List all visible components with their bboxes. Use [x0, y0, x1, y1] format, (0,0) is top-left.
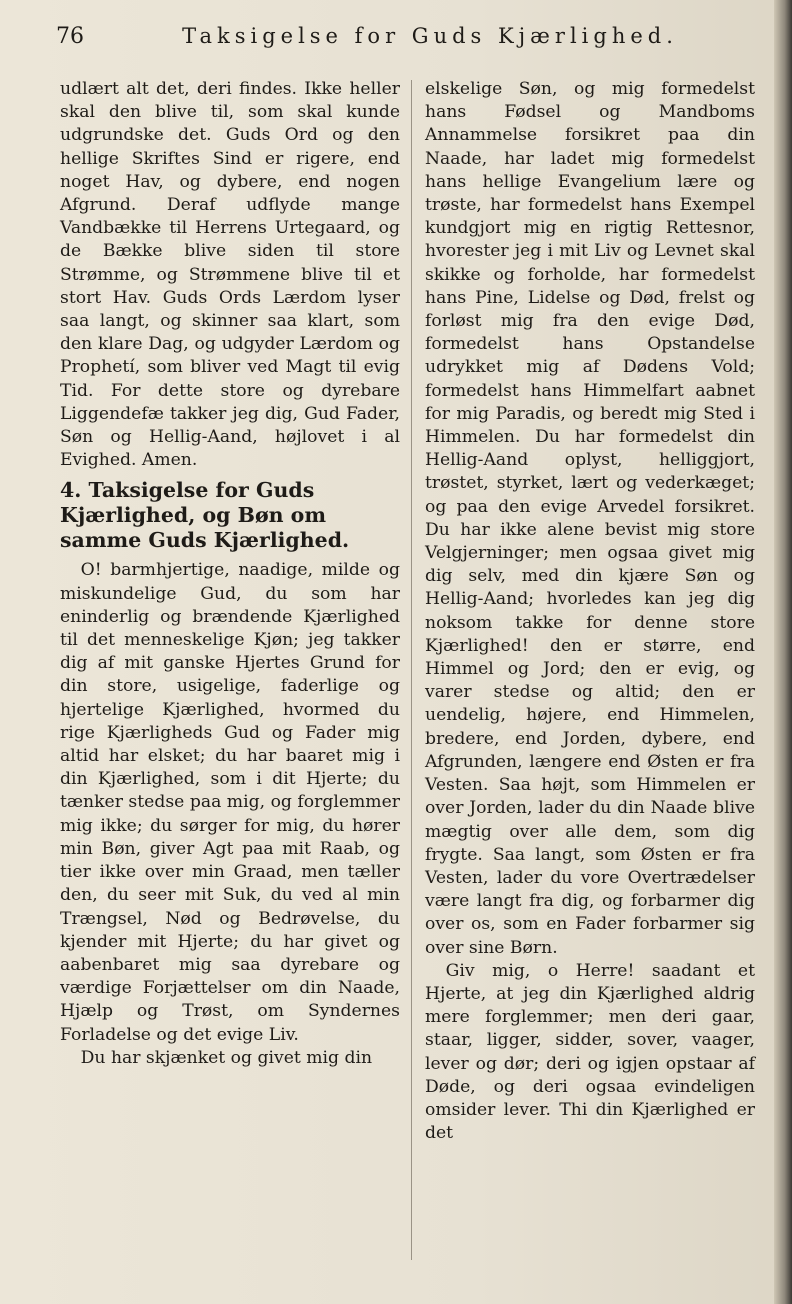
right-paragraph-2: Giv mig, o Herre! saadant et Hjerte, at jeg din Kjærlighed aldrig mere forglemmer; men deri gaar, staar, ligger, sidder, sover, vaager, lever og dør; deri og igjen opstaar af Døde, og deri ogsaa evindeligen omsider lever. Thi din Kjærlighed er det	[425, 960, 755, 1144]
left-paragraph-3: Du har skjænket og givet mig din	[80, 1047, 373, 1068]
page-number: 76	[56, 24, 84, 49]
book-binding-edge	[774, 0, 792, 1304]
left-column	[60, 78, 400, 1070]
page-header	[40, 18, 760, 56]
left-paragraph-1: udlært alt det, deri findes. Ikke heller skal den blive til, som skal kunde udgrundske det. Guds Ord og den hellige Skriftes Sind er rigere, end noget Hav, og dybere, end nogen Afgrund. Deraf udflyde mange Vandbække til Herrens Urtegaard, og de Bække blive siden til store Strømme, og Strømmene blive til et stort Hav. Guds Ords Lærdom lyser saa langt, og skinner saa klart, som den klare Dag, og udgyder Lærdom og Prophetí, som bliver ved Magt til evig Tid. For dette store og dyrebare Liggendefæ takker jeg dig, Gud Fader, Søn og Hellig-Aand, højlovet i al Evighed. Amen.	[60, 79, 400, 471]
right-column	[425, 78, 755, 1145]
right-paragraph-1: elskelige Søn, og mig formedelst hans Fødsel og Mandboms Annammelse forsikret paa din Naade, har ladet mig formedelst hans hellige Evangelium lære og trøste, har formedelst hans Exempel kundgjort mig en rigtig Rettesnor, hvorester jeg i mit Liv og Levnet skal skikke og forholde, har formedelst hans Pine, Lidelse og Død, frelst og forløst mig fra den evige Død, formedelst hans Opstandelse udrykket mig af Dødens Vold; formedelst hans Himmelfart aabnet for mig Paradis, og beredt mig Sted i Himmelen. Du har formedelst din Hellig-Aand oplyst, helliggjort, trøstet, styrket, lært og vederkæget; og paa den evige Arvedel forsikret. Du har ikke alene bevist mig store Velgjerninger; men ogsaa givet mig dig selv, med din kjære Søn og Hellig-Aand; hvorledes kan jeg dig noksom takke for denne store Kjærlighed! den er større, end Himmel og Jord; den er evig, og varer stedse og altid; den er uendelig, højere, end Himmelen, bredere, end Jorden, dybere, end Afgrunden, længere end Østen er fra Vesten. Saa højt, som Himmelen er over Jorden, lader du din Naade blive mægtig over alle dem, som dig frygte. Saa langt, som Østen er fra Vesten, lader du vore Overtrædelser være langt fra dig, og forbarmer dig over os, som en Fader forbarmer sig over sine Børn.	[425, 79, 755, 958]
running-title: Taksigelse for Guds Kjærlighed.	[182, 24, 678, 48]
column-divider	[411, 80, 412, 1260]
left-paragraph-2: O! barmhjertige, naadige, milde og miskundelige Gud, du som har eninderlig og brændende Kjærlighed til det menneskelige Kjøn; jeg takker dig af mit ganske Hjertes Grund for din store, usigelige, faderlige og hjertelige Kjærlighed, hvormed du rige Kjærligheds Gud og Fader mig altid har elsket; du har baaret mig i din Kjærlighed, som i dit Hjerte; du tænker stedse paa mig, og forglemmer mig ikke; du sørger for mig, du hører min Bøn, giver Agt paa mit Raab, og tier ikke over min Graad, men tæller den, du seer mit Suk, du ved al min Trængsel, Nød og Bedrøvelse, du kjender mit Hjerte; du har givet og aabenbaret mig saa dyrebare og værdige Forjættelser om din Naade, Hjælp og Trøst, om Syndernes Forladelse og det evige Liv.	[60, 560, 400, 1045]
section-heading: 4. Taksigelse for Guds Kjærlighed, og Bøn om samme Guds Kjærlighed.	[60, 478, 350, 553]
